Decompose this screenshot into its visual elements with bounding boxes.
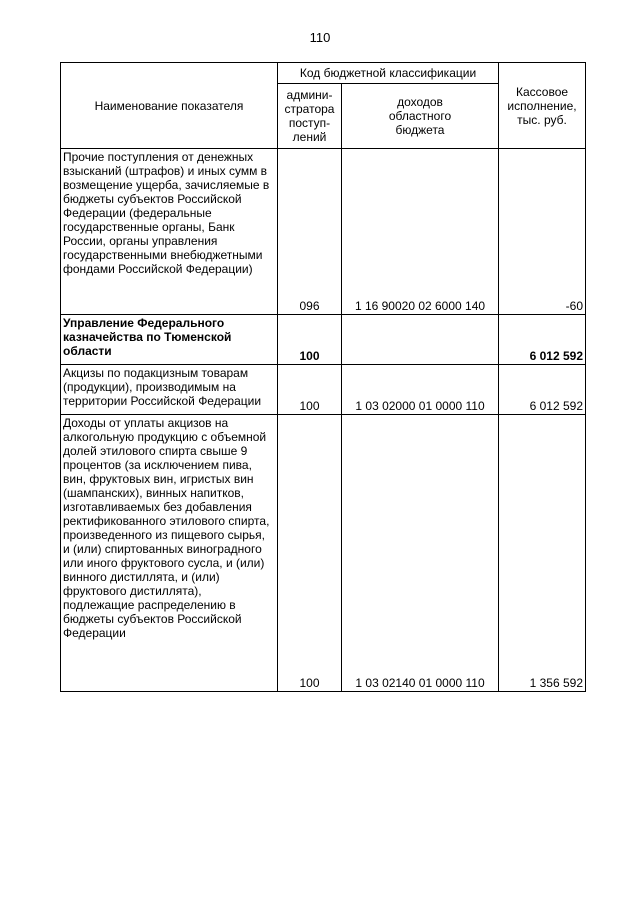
- table-row: [61, 365, 586, 415]
- row-name: Управление Федерального казначейства по Тюменской области: [61, 315, 278, 365]
- row-admin: 100: [278, 315, 342, 365]
- row-name: Акцизы по подакцизным товарам (продукции), производимым на территории Российской Федерации: [63, 366, 262, 408]
- table-row: [61, 149, 586, 315]
- table-row: [61, 415, 586, 692]
- revenue-table: [60, 62, 586, 692]
- header-cash-execution: Кассовое исполнение, тыс. руб.: [499, 63, 586, 149]
- row-amount: 6 012 592: [499, 315, 586, 365]
- row-amount: 1 356 592: [499, 415, 586, 692]
- row-code: [342, 315, 499, 365]
- header-indicator: Наименование показателя: [61, 63, 278, 149]
- row-amount: 6 012 592: [499, 365, 586, 415]
- row-amount: -60: [499, 149, 586, 315]
- row-name-cell: [61, 365, 278, 415]
- row-code: 1 03 02140 01 0000 110: [342, 415, 499, 692]
- row-name: Прочие поступления от денежных взысканий (штрафов) и иных сумм в возмещение ущерба, зачисляемые в бюджеты субъектов Российской Федерации (федеральные государственные органы, Банк России, органы управления государственными внебюджетными фондами Российской Федерации): [61, 149, 278, 315]
- row-code: 1 16 90020 02 6000 140: [342, 149, 499, 315]
- header-revenue-code: доходов областного бюджета: [342, 84, 499, 149]
- row-admin: 100: [278, 415, 342, 692]
- row-name: Доходы от уплаты акцизов на алкогольную продукцию с объемной долей этилового спирта свыше 9 процентов (за исключением пива, вин, фруктовых вин, игристых вин (шампанских), винных напитков, изготавливаемых без добавления ректификованного этилового спирта, произведенного из пищевого сырья, и (или) спиртованных виноградного или иного фруктового сусла, и (или) винного дистиллята, и (или) фруктового дистиллята), подлежащие распределению в бюджеты субъектов Российской Федерации: [61, 415, 278, 692]
- row-admin: 096: [278, 149, 342, 315]
- header-code-group: Код бюджетной классификации: [278, 63, 499, 84]
- table-row: [61, 315, 586, 365]
- page-number: 110: [309, 30, 331, 45]
- header-administrator: админи- стратора поступ- лений: [278, 84, 342, 149]
- row-code: 1 03 02000 01 0000 110: [342, 365, 499, 415]
- row-admin: 100: [278, 365, 342, 415]
